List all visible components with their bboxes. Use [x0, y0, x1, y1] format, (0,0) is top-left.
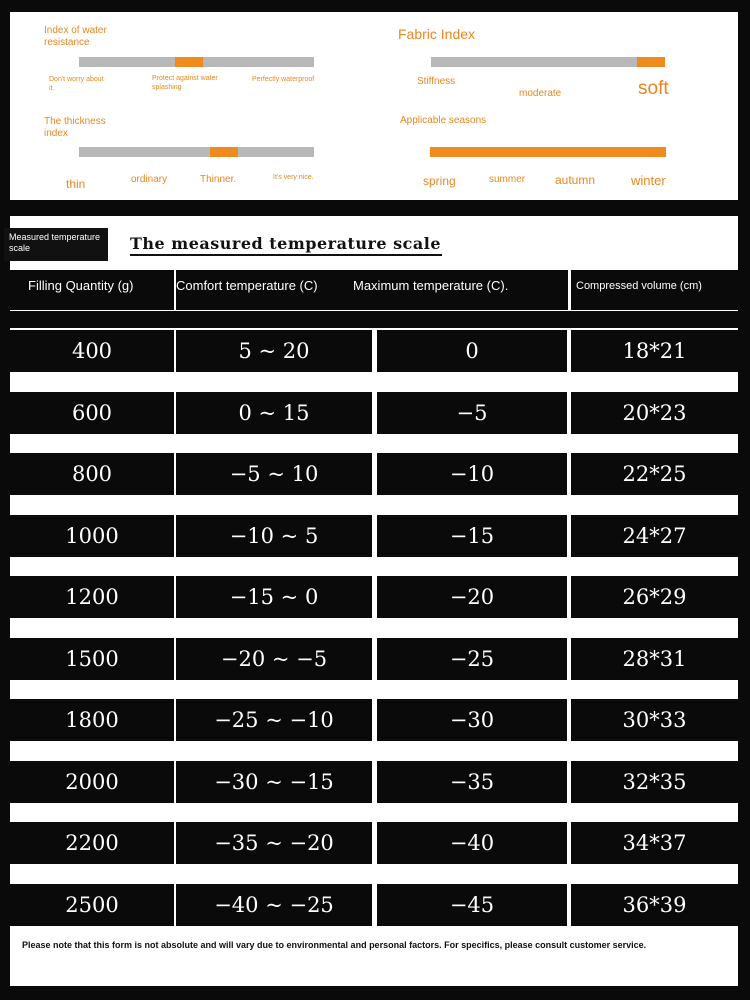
water-index-title: Index of water resistance [44, 25, 107, 48]
comfort-temperature-cell: −35 ~ −20 [176, 822, 372, 864]
filling-quantity-cell: 2500 [10, 884, 174, 926]
compressed-volume-cell: 26*29 [571, 576, 738, 618]
maximum-temperature-cell: −35 [377, 761, 567, 803]
water-label-0: Don't worry about it. [49, 76, 104, 92]
maximum-temperature-cell: −25 [377, 638, 567, 680]
maximum-temperature-cell: −45 [377, 884, 567, 926]
thickness-index-marker [210, 147, 238, 157]
filling-quantity-cell: 1000 [10, 515, 174, 557]
compressed-volume-cell: 34*37 [571, 822, 738, 864]
compressed-volume-cell: 32*35 [571, 761, 738, 803]
compressed-volume-cell: 30*33 [571, 699, 738, 741]
water-index-marker [175, 57, 203, 67]
seasons-bar [430, 147, 666, 157]
header-compressed-volume: Compressed volume (cm) [571, 270, 738, 310]
filling-quantity-cell: 2200 [10, 822, 174, 864]
filling-quantity-cell: 600 [10, 392, 174, 434]
water-index-bar [79, 57, 314, 67]
water-label-2: Perfectly waterproof [252, 76, 315, 83]
thickness-label-ordinary: ordinary [131, 174, 168, 185]
comfort-temperature-cell: −10 ~ 5 [176, 515, 372, 557]
filling-quantity-cell: 1200 [10, 576, 174, 618]
maximum-temperature-cell: −15 [377, 515, 567, 557]
maximum-temperature-cell: −5 [377, 392, 567, 434]
header-maximum-temperature: Maximum temperature (C). [352, 270, 568, 310]
season-spring: spring [423, 174, 456, 188]
fabric-label-soft: soft [638, 78, 669, 99]
thickness-label-nice: It's very nice. [273, 174, 314, 181]
maximum-temperature-cell: 0 [377, 330, 567, 372]
fabric-index-marker [637, 57, 665, 67]
filling-quantity-cell: 1500 [10, 638, 174, 680]
season-winter: winter [631, 173, 666, 188]
seasons-title: Applicable seasons [400, 115, 487, 126]
comfort-temperature-cell: −15 ~ 0 [176, 576, 372, 618]
comfort-temperature-cell: −5 ~ 10 [176, 453, 372, 495]
thickness-label-thinner: Thinner. [200, 174, 237, 185]
maximum-temperature-cell: −30 [377, 699, 567, 741]
fabric-label-stiffness: Stiffness [417, 76, 456, 87]
compressed-volume-cell: 22*25 [571, 453, 738, 495]
comfort-temperature-cell: −30 ~ −15 [176, 761, 372, 803]
season-autumn: autumn [555, 173, 596, 187]
compressed-volume-cell: 18*21 [571, 330, 738, 372]
compressed-volume-cell: 20*23 [571, 392, 738, 434]
comfort-temperature-cell: 5 ~ 20 [176, 330, 372, 372]
comfort-temperature-cell: −20 ~ −5 [176, 638, 372, 680]
scale-tag: Measured temperature scale [4, 228, 108, 261]
comfort-temperature-cell: −40 ~ −25 [176, 884, 372, 926]
fabric-index-bar [431, 57, 665, 67]
thickness-label-thin: thin [66, 177, 86, 191]
filling-quantity-cell: 400 [10, 330, 174, 372]
header-comfort-temperature: Comfort temperature (C) [176, 270, 372, 310]
water-label-1: Protect against water splashing [152, 75, 218, 91]
thickness-index-title: The thickness index [44, 116, 106, 139]
header-filling-quantity: Filling Quantity (g) [10, 270, 174, 310]
compressed-volume-cell: 28*31 [571, 638, 738, 680]
header-divider-bar [10, 311, 738, 328]
compressed-volume-cell: 36*39 [571, 884, 738, 926]
comfort-temperature-cell: 0 ~ 15 [176, 392, 372, 434]
comfort-temperature-cell: −25 ~ −10 [176, 699, 372, 741]
filling-quantity-cell: 2000 [10, 761, 174, 803]
compressed-volume-cell: 24*27 [571, 515, 738, 557]
maximum-temperature-cell: −40 [377, 822, 567, 864]
filling-quantity-cell: 800 [10, 453, 174, 495]
footnote: Please note that this form is not absolute and will vary due to environmental and personal factors. For specifics, please consult customer service. [22, 940, 647, 950]
fabric-label-moderate: moderate [519, 88, 562, 99]
season-summer: summer [489, 174, 526, 185]
maximum-temperature-cell: −20 [377, 576, 567, 618]
scale-title: The measured temperature scale [130, 234, 442, 256]
fabric-index-title: Fabric Index [398, 26, 476, 42]
filling-quantity-cell: 1800 [10, 699, 174, 741]
maximum-temperature-cell: −10 [377, 453, 567, 495]
thickness-index-bar [79, 147, 314, 157]
